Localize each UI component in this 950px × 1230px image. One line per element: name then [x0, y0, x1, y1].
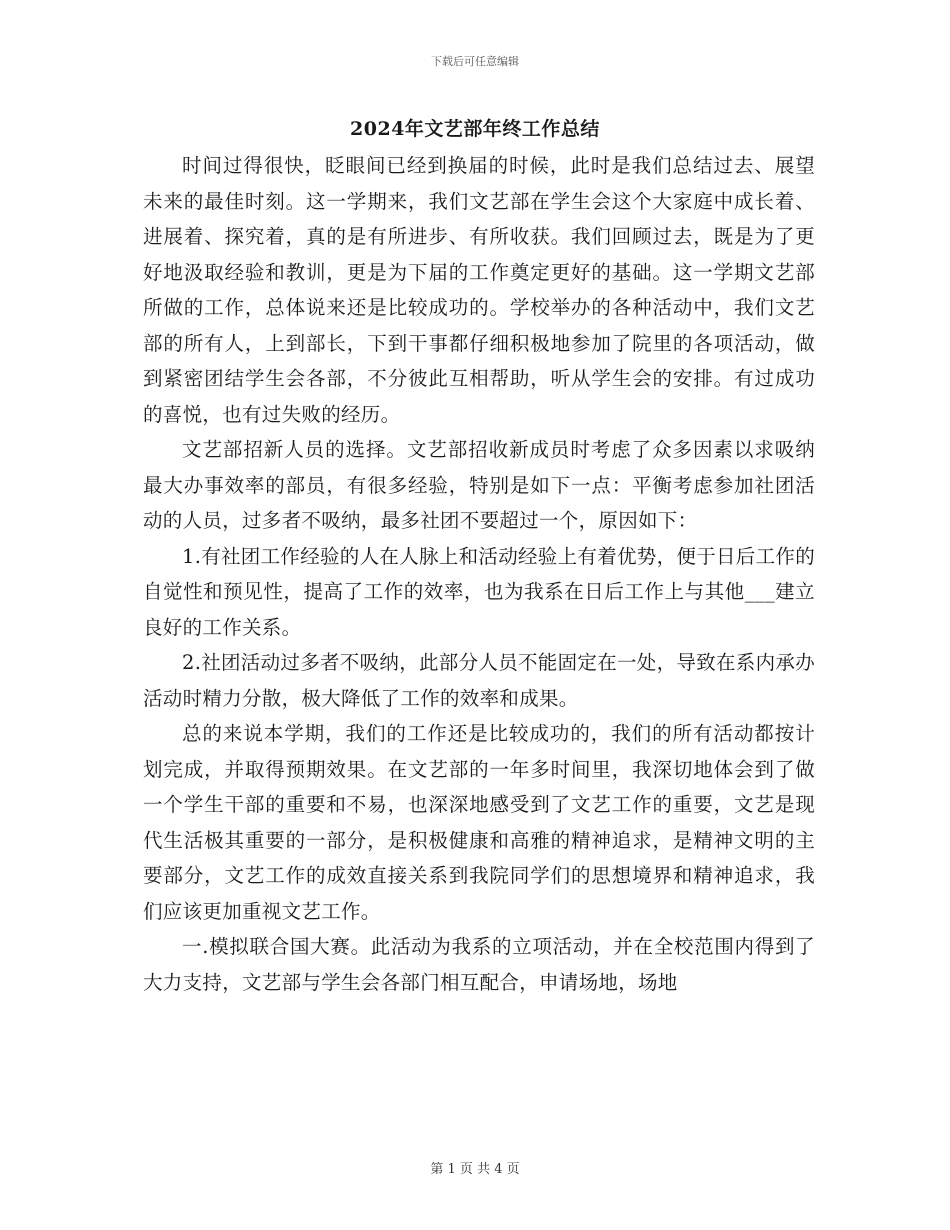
- document-title: 2024年文艺部年终工作总结: [350, 118, 600, 140]
- paragraph-recruitment: 文艺部招新人员的选择。文艺部招收新成员时考虑了众多因素以求吸纳最大办事效率的部员，有很多经验，特别是如下一点：平衡考虑参加社团活动的人员，过多者不吸纳，最多社团不要超过一个，原因如下：: [143, 438, 815, 532]
- paragraph-reason-1: 1.有社团工作经验的人在人脉上和活动经验上有着优势，便于日后工作的自觉性和预见性，提高了工作的效率，也为我系在日后工作上与其他___建立良好的工作关系。: [143, 544, 816, 639]
- paragraph-reason-2: 2.社团活动过多者不吸纳，此部分人员不能固定在一处，导致在系内承办活动时精力分散，极大降低了工作的效率和成果。: [143, 651, 816, 710]
- page-footer-number: 第 1 页 共 4 页: [430, 1162, 520, 1177]
- page-header-note: 下载后可任意编辑: [431, 55, 519, 68]
- paragraph-model-un: 一.模拟联合国大赛。此活动为我系的立项活动，并在全校范围内得到了大力支持，文艺部与学生会各部门相互配合，申请场地，场地: [143, 935, 815, 994]
- paragraph-summary: 总的来说本学期，我们的工作还是比较成功的，我们的所有活动都按计划完成，并取得预期效果。在文艺部的一年多时间里，我深切地体会到了做一个学生干部的重要和不易，也深深地感受到了文艺工作的重要，文艺是现代生活极其重要的一部分，是积极健康和高雅的精神追求，是精神文明的主要部分，文艺工作的成效直接关系到我院同学们的思想境界和精神追求，我们应该更加重视文艺工作。: [143, 722, 815, 923]
- document-body: [143, 148, 815, 1000]
- paragraph-intro: 时间过得很快，眨眼间已经到换届的时候，此时是我们总结过去、展望未来的最佳时刻。这一学期来，我们文艺部在学生会这个大家庭中成长着、进展着、探究着，真的是有所进步、有所收获。我们回顾过去，既是为了更好地汲取经验和教训，更是为下届的工作奠定更好的基础。这一学期文艺部所做的工作，总体说来还是比较成功的。学校举办的各种活动中，我们文艺部的所有人，上到部长，下到干事都仔细积极地参加了院里的各项活动，做到紧密团结学生会各部，不分彼此互相帮助，听从学生会的安排。有过成功的喜悦，也有过失败的经历。: [143, 154, 815, 426]
